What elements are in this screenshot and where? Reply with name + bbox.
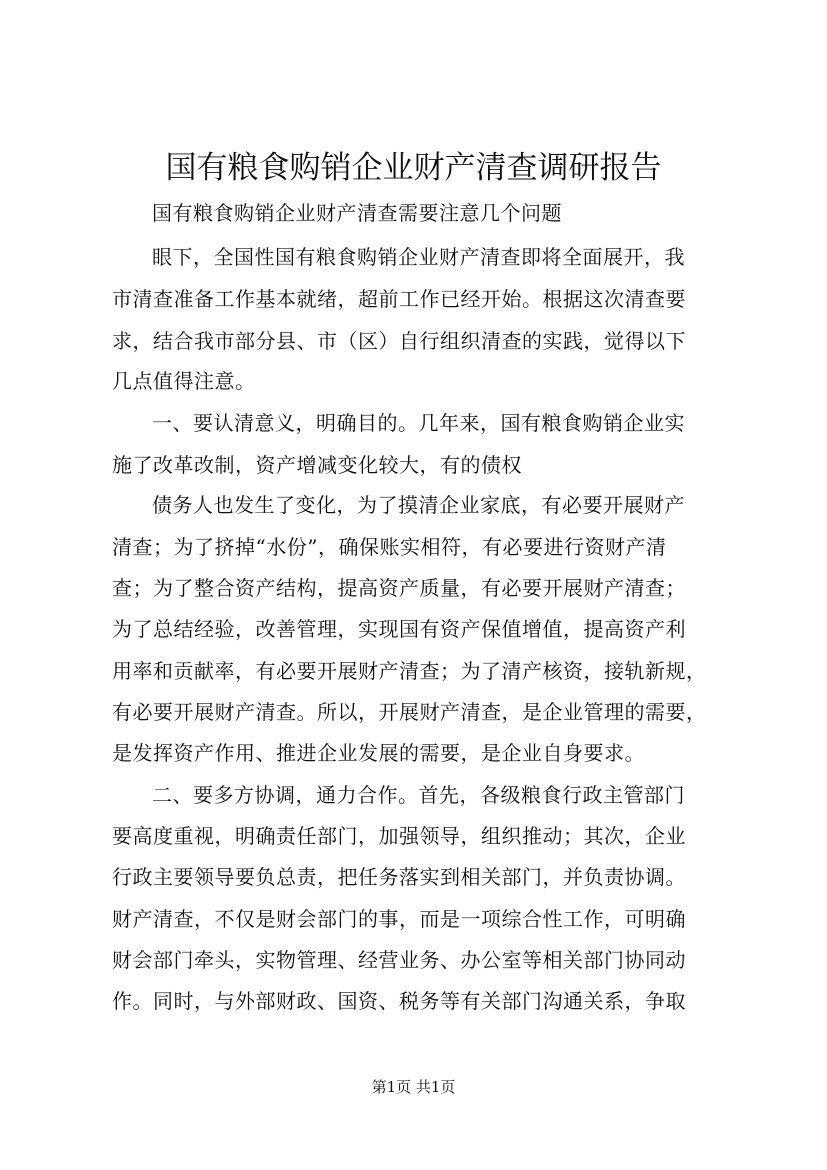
paragraph-line: 查；为了整合资产结构，提高资产质量，有必要开展财产清查；: [112, 576, 686, 600]
paragraph-line: 作。同时，与外部财政、国资、税务等有关部门沟通关系，争取: [112, 989, 686, 1013]
paragraph-line: 有必要开展财产清查。所以，开展财产清查，是企业管理的需要，: [112, 700, 707, 724]
paragraph-line: 用率和贡献率，有必要开展财产清查；为了清产核资，接轨新规，: [112, 659, 707, 683]
paragraph-line: 眼下，全国性国有粮食购销企业财产清查即将全面展开，我: [152, 245, 685, 269]
paragraph-line: 一、要认清意义，明确目的。几年来，国有粮食购销企业实: [152, 411, 685, 435]
paragraph-line: 要高度重视，明确责任部门，加强领导，组织推动；其次，企业: [112, 824, 686, 848]
paragraph-line: 二、要多方协调，通力合作。首先，各级粮食行政主管部门: [152, 783, 685, 807]
document-title: 国有粮食购销企业财产清查调研报告: [165, 150, 662, 186]
paragraph-line: 求，结合我市部分县、市（区）自行组织清查的实践，觉得以下: [112, 329, 686, 353]
paragraph-line: 施了改革改制，资产增减变化较大，有的债权: [112, 453, 522, 477]
paragraph-line: 清查；为了挤掉“水份”，确保账实相符，有必要进行资财产清: [112, 535, 667, 559]
paragraph-line: 为了总结经验，改善管理，实现国有资产保值增值，提高资产利: [112, 617, 686, 641]
paragraph-line: 行政主要领导要负总责，把任务落实到相关部门，并负责协调。: [112, 865, 686, 889]
paragraph-line: 市清查准备工作基本就绪，超前工作已经开始。根据这次清查要: [112, 287, 686, 311]
paragraph-line: 财产清查，不仅是财会部门的事，而是一项综合性工作，可明确: [112, 907, 686, 931]
paragraph-line: 债务人也发生了变化，为了摸清企业家底，有必要开展财产: [152, 493, 685, 517]
paragraph-line: 是发挥资产作用、推进企业发展的需要，是企业自身要求。: [112, 741, 645, 765]
page-number-footer: 第1页 共1页: [371, 1078, 456, 1096]
document-subtitle-line: 国有粮食购销企业财产清查需要注意几个问题: [152, 201, 562, 225]
paragraph-line: 财会部门牵头，实物管理、经营业务、办公室等相关部门协同动: [112, 948, 686, 972]
paragraph-line: 几点值得注意。: [112, 369, 256, 393]
